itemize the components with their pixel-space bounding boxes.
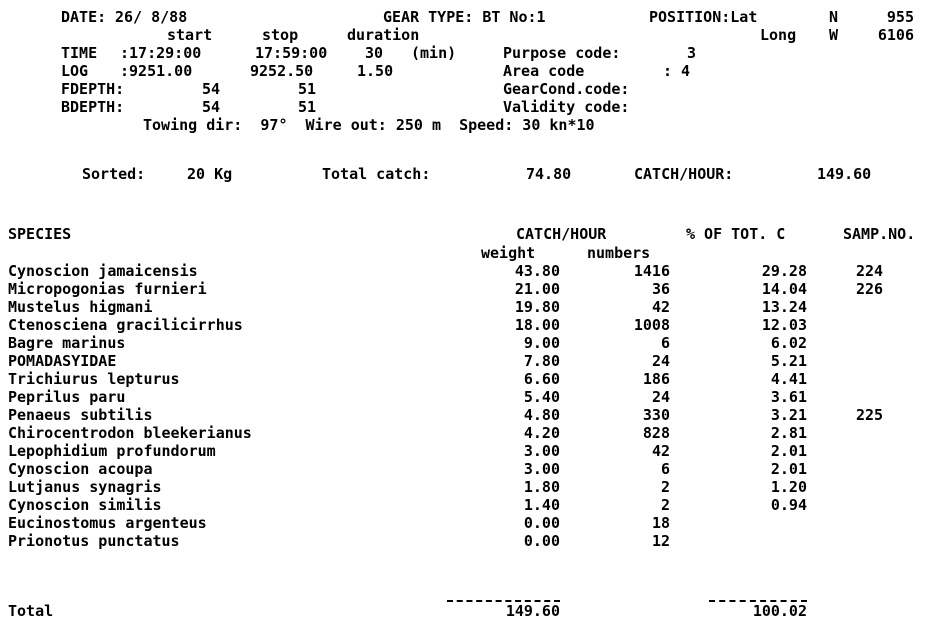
lat-direction: N	[829, 8, 839, 26]
species-name: Lepophidium profundorum	[8, 442, 216, 460]
numbers-header: numbers	[587, 244, 651, 262]
purpose-code-label: Purpose code:	[503, 44, 621, 62]
weight-value: 3.00	[523, 460, 560, 478]
numbers-value: 24	[651, 388, 670, 406]
species-name: Prionotus punctatus	[8, 532, 180, 550]
sample-number-value: 226	[856, 280, 884, 298]
numbers-value: 1416	[633, 262, 670, 280]
numbers-value: 42	[651, 442, 670, 460]
total-percent: 100.02	[752, 602, 807, 620]
log-stop: 9252.50	[250, 62, 314, 80]
numbers-value: 2	[660, 496, 670, 514]
species-header: SPECIES	[8, 225, 72, 243]
catch-hour-label: CATCH/HOUR:	[634, 165, 734, 183]
percent-value: 4.41	[770, 370, 807, 388]
species-name: Cynoscion jamaicensis	[8, 262, 198, 280]
percent-value: 2.81	[770, 424, 807, 442]
purpose-code-value: 3	[687, 44, 697, 62]
towing-info: Towing dir: 97° Wire out: 250 m Speed: 30 kn*10	[143, 116, 595, 134]
total-label: Total	[8, 602, 54, 620]
total-weight: 149.60	[505, 602, 560, 620]
fdepth-stop: 51	[298, 80, 317, 98]
time-start: :17:29:00	[120, 44, 202, 62]
weight-value: 0.00	[523, 514, 560, 532]
percent-value: 6.02	[770, 334, 807, 352]
weight-header: weight	[481, 244, 536, 262]
species-name: Ctenosciena gracilicirrhus	[8, 316, 243, 334]
percent-value: 2.01	[770, 460, 807, 478]
numbers-value: 2	[660, 478, 670, 496]
numbers-value: 330	[642, 406, 670, 424]
gearcond-code-label: GearCond.code:	[503, 80, 630, 98]
species-name: Mustelus higmani	[8, 298, 153, 316]
percent-value: 29.28	[761, 262, 807, 280]
area-code-label: Area code	[503, 62, 585, 80]
total-catch-label: Total catch:	[322, 165, 431, 183]
species-name: Lutjanus synagris	[8, 478, 162, 496]
lon-value: 6106	[877, 26, 914, 44]
species-name: Cynoscion acoupa	[8, 460, 153, 478]
percent-value: 14.04	[761, 280, 807, 298]
percent-value: 3.61	[770, 388, 807, 406]
species-name: Chirocentrodon bleekerianus	[8, 424, 252, 442]
catch-hour-header: CATCH/HOUR	[516, 225, 607, 243]
sample-number-value: 224	[856, 262, 884, 280]
numbers-value: 36	[651, 280, 670, 298]
weight-value: 6.60	[523, 370, 560, 388]
species-name: Trichiurus lepturus	[8, 370, 180, 388]
numbers-value: 12	[651, 532, 670, 550]
time-stop: 17:59:00	[255, 44, 328, 62]
species-name: Penaeus subtilis	[8, 406, 153, 424]
percent-value: 12.03	[761, 316, 807, 334]
weight-value: 7.80	[523, 352, 560, 370]
catch-hour-value: 149.60	[817, 165, 872, 183]
area-code-value: : 4	[663, 62, 691, 80]
weight-value: 21.00	[514, 280, 560, 298]
numbers-value: 24	[651, 352, 670, 370]
weight-value: 0.00	[523, 532, 560, 550]
sorted-label: Sorted:	[82, 165, 146, 183]
log-start: :9251.00	[120, 62, 193, 80]
sample-number-value: 225	[856, 406, 884, 424]
species-name: Peprilus paru	[8, 388, 126, 406]
numbers-value: 186	[642, 370, 670, 388]
species-name: Micropogonias furnieri	[8, 280, 207, 298]
col-duration-header: duration	[347, 26, 420, 44]
numbers-value: 1008	[633, 316, 670, 334]
date-value: 26/ 8/88	[115, 8, 188, 26]
weight-value: 4.20	[523, 424, 560, 442]
species-name: Cynoscion similis	[8, 496, 162, 514]
total-catch-value: 74.80	[526, 165, 572, 183]
lat-value: 955	[886, 8, 914, 26]
bdepth-start: 54	[202, 98, 221, 116]
percent-value: 1.20	[770, 478, 807, 496]
col-stop-header: stop	[262, 26, 299, 44]
time-unit: (min)	[411, 44, 457, 62]
weight-value: 9.00	[523, 334, 560, 352]
log-duration: 1.50	[357, 62, 394, 80]
numbers-value: 18	[651, 514, 670, 532]
numbers-value: 42	[651, 298, 670, 316]
fdepth-start: 54	[202, 80, 221, 98]
weight-value: 18.00	[514, 316, 560, 334]
weight-value: 1.40	[523, 496, 560, 514]
col-start-header: start	[167, 26, 213, 44]
weight-value: 4.80	[523, 406, 560, 424]
species-name: POMADASYIDAE	[8, 352, 117, 370]
gear-type: GEAR TYPE: BT No:1	[383, 8, 546, 26]
bdepth-stop: 51	[298, 98, 317, 116]
validity-code-label: Validity code:	[503, 98, 630, 116]
weight-value: 1.80	[523, 478, 560, 496]
species-name: Bagre marinus	[8, 334, 126, 352]
percent-value: 13.24	[761, 298, 807, 316]
log-label: LOG	[61, 62, 89, 80]
numbers-value: 6	[660, 334, 670, 352]
lon-direction: W	[829, 26, 839, 44]
weight-value: 43.80	[514, 262, 560, 280]
sample-number-header: SAMP.NO.	[843, 225, 916, 243]
weight-value: 19.80	[514, 298, 560, 316]
percent-value: 3.21	[770, 406, 807, 424]
sorted-value: 20 Kg	[187, 165, 233, 183]
weight-value: 3.00	[523, 442, 560, 460]
lon-label: Long	[760, 26, 797, 44]
position-label: POSITION:Lat	[649, 8, 758, 26]
fdepth-label: FDEPTH:	[61, 80, 125, 98]
time-duration: 30	[365, 44, 384, 62]
weight-value: 5.40	[523, 388, 560, 406]
date-label: DATE:	[61, 8, 107, 26]
species-name: Eucinostomus argenteus	[8, 514, 207, 532]
percent-value: 2.01	[770, 442, 807, 460]
time-label: TIME	[61, 44, 98, 62]
numbers-value: 828	[642, 424, 670, 442]
percent-total-header: % OF TOT. C	[686, 225, 786, 243]
percent-value: 5.21	[770, 352, 807, 370]
bdepth-label: BDEPTH:	[61, 98, 125, 116]
percent-value: 0.94	[770, 496, 807, 514]
numbers-value: 6	[660, 460, 670, 478]
